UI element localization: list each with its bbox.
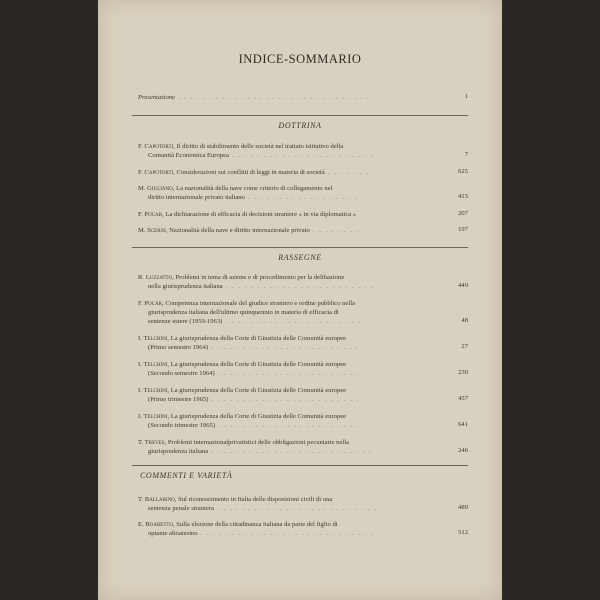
toc-entry: I. Telchini, La giurisprudenza della Corte di Giustizia delle Comunità europee (Secondo trimestre 1965) . . . . . . . . . . . . . . . . . . . . . . .	[138, 413, 360, 429]
page-title: INDICE-SOMMARIO	[238, 52, 362, 66]
toc-entry: I. Telchini, La giurisprudenza della Corte di Giustizia delle Comunità europee (Primo semestre 1964) . . . . . . . . . . . . . . . . . . . . . . . .	[138, 335, 360, 351]
toc-page-num: 246	[458, 447, 468, 454]
section-rassegne: RASSEGNE	[278, 253, 322, 262]
toc-page-num: 7	[464, 151, 468, 158]
toc-entry: T. Ballarino, Sul riconoscimento in Italia delle disposizioni civili di una sentenza penale straniera . . . . . . . . . . . . . . . . . . . . . . . . . .	[138, 496, 378, 512]
toc-page-num: 207	[458, 210, 468, 217]
toc-page-num: 197	[458, 226, 468, 233]
presentazione-entry	[138, 93, 468, 102]
presentazione-label: Presentazione	[138, 94, 176, 101]
presentazione-page: 1	[464, 93, 468, 100]
toc-entry: F. Pocar, Competenza internazionale del giudice straniero e ordine pubblico nella giurisprudenza italiana dell'ultimo quinquennio in materia di efficacia di sentenze estere (1959-1963) . . . . . . . . . . . . . . . . . . . . . .	[138, 300, 361, 325]
toc-page-num: 48	[461, 317, 468, 324]
toc-entry: M. Scerni, Nazionalità della nave e diritto internazionale privato . . . . . . . .	[138, 227, 361, 234]
toc-page-num: 27	[461, 343, 468, 350]
toc-page-num: 230	[458, 369, 468, 376]
toc-entry: R. Luzzatto, Problemi in tema di azione e di procedimento per la delibazione nella giurisprudenza italiana . . . . . . . . . . . . . . . . . . . . . . . .	[138, 274, 374, 290]
toc-entry: T. Treves, Problemi internazionalprivatistici delle obbligazioni pecuniarie nella giurisprudenza italiana . . . . . . . . . . . . . . . . . . . . . . . . . .	[138, 439, 372, 455]
toc-entry: E. Boaretto, Sulla elezione della cittadinanza italiana da parte del figlio di optante altoatesino . . . . . . . . . . . . . . . . . . . . . . . . . . . .	[138, 521, 374, 537]
section-dottrina: DOTTRINA	[278, 121, 322, 130]
toc-page-num: 457	[458, 395, 468, 402]
document-page	[98, 0, 502, 600]
toc-entry: F. Pocar, La dichiarazione di efficacia di decisioni straniere « in via diplomatica »	[138, 211, 357, 218]
toc-page-num: 512	[458, 529, 468, 536]
section-commenti: COMMENTI E VARIETÀ	[140, 471, 233, 480]
toc-entry: I. Telchini, La giurisprudenza della Corte di Giustizia delle Comunità europee (Primo trimestre 1965) . . . . . . . . . . . . . . . . . . . . . . . .	[138, 387, 360, 403]
toc-page-num: 449	[458, 282, 468, 289]
section-rule	[132, 247, 468, 248]
toc-entry: F. Capotorti, Il diritto di stabilimento delle società nel trattato istitutivo della Comunità Economica Europea . . . . . . . . . . . . . . . . . . . . . . .	[138, 143, 374, 159]
section-rule	[132, 115, 468, 116]
toc-page-num: 415	[458, 193, 468, 200]
toc-page-num: 641	[458, 421, 468, 428]
toc-page-num: 489	[458, 504, 468, 511]
leader-dots: . . . . . . . . . . . . . . . . . . . . . . . . . . . . . . .	[175, 94, 371, 101]
section-rule	[132, 465, 468, 466]
toc-page-num: 625	[458, 168, 468, 175]
toc-entry: I. Telchini, La giurisprudenza della Corte di Giustizia delle Comunità europee (Secondo semestre 1964) . . . . . . . . . . . . . . . . . . . . . . .	[138, 361, 360, 377]
toc-entry: F. Capotorti, Considerazioni sui conflitti di leggi in materia di società . . . . . . .	[138, 169, 369, 176]
toc-entry: M. Giuliano, La nazionalità della nave come criterio di collegamento nel diritto internazionale privato italiano . . . . . . . . . . . . . . . . . .	[138, 185, 359, 201]
